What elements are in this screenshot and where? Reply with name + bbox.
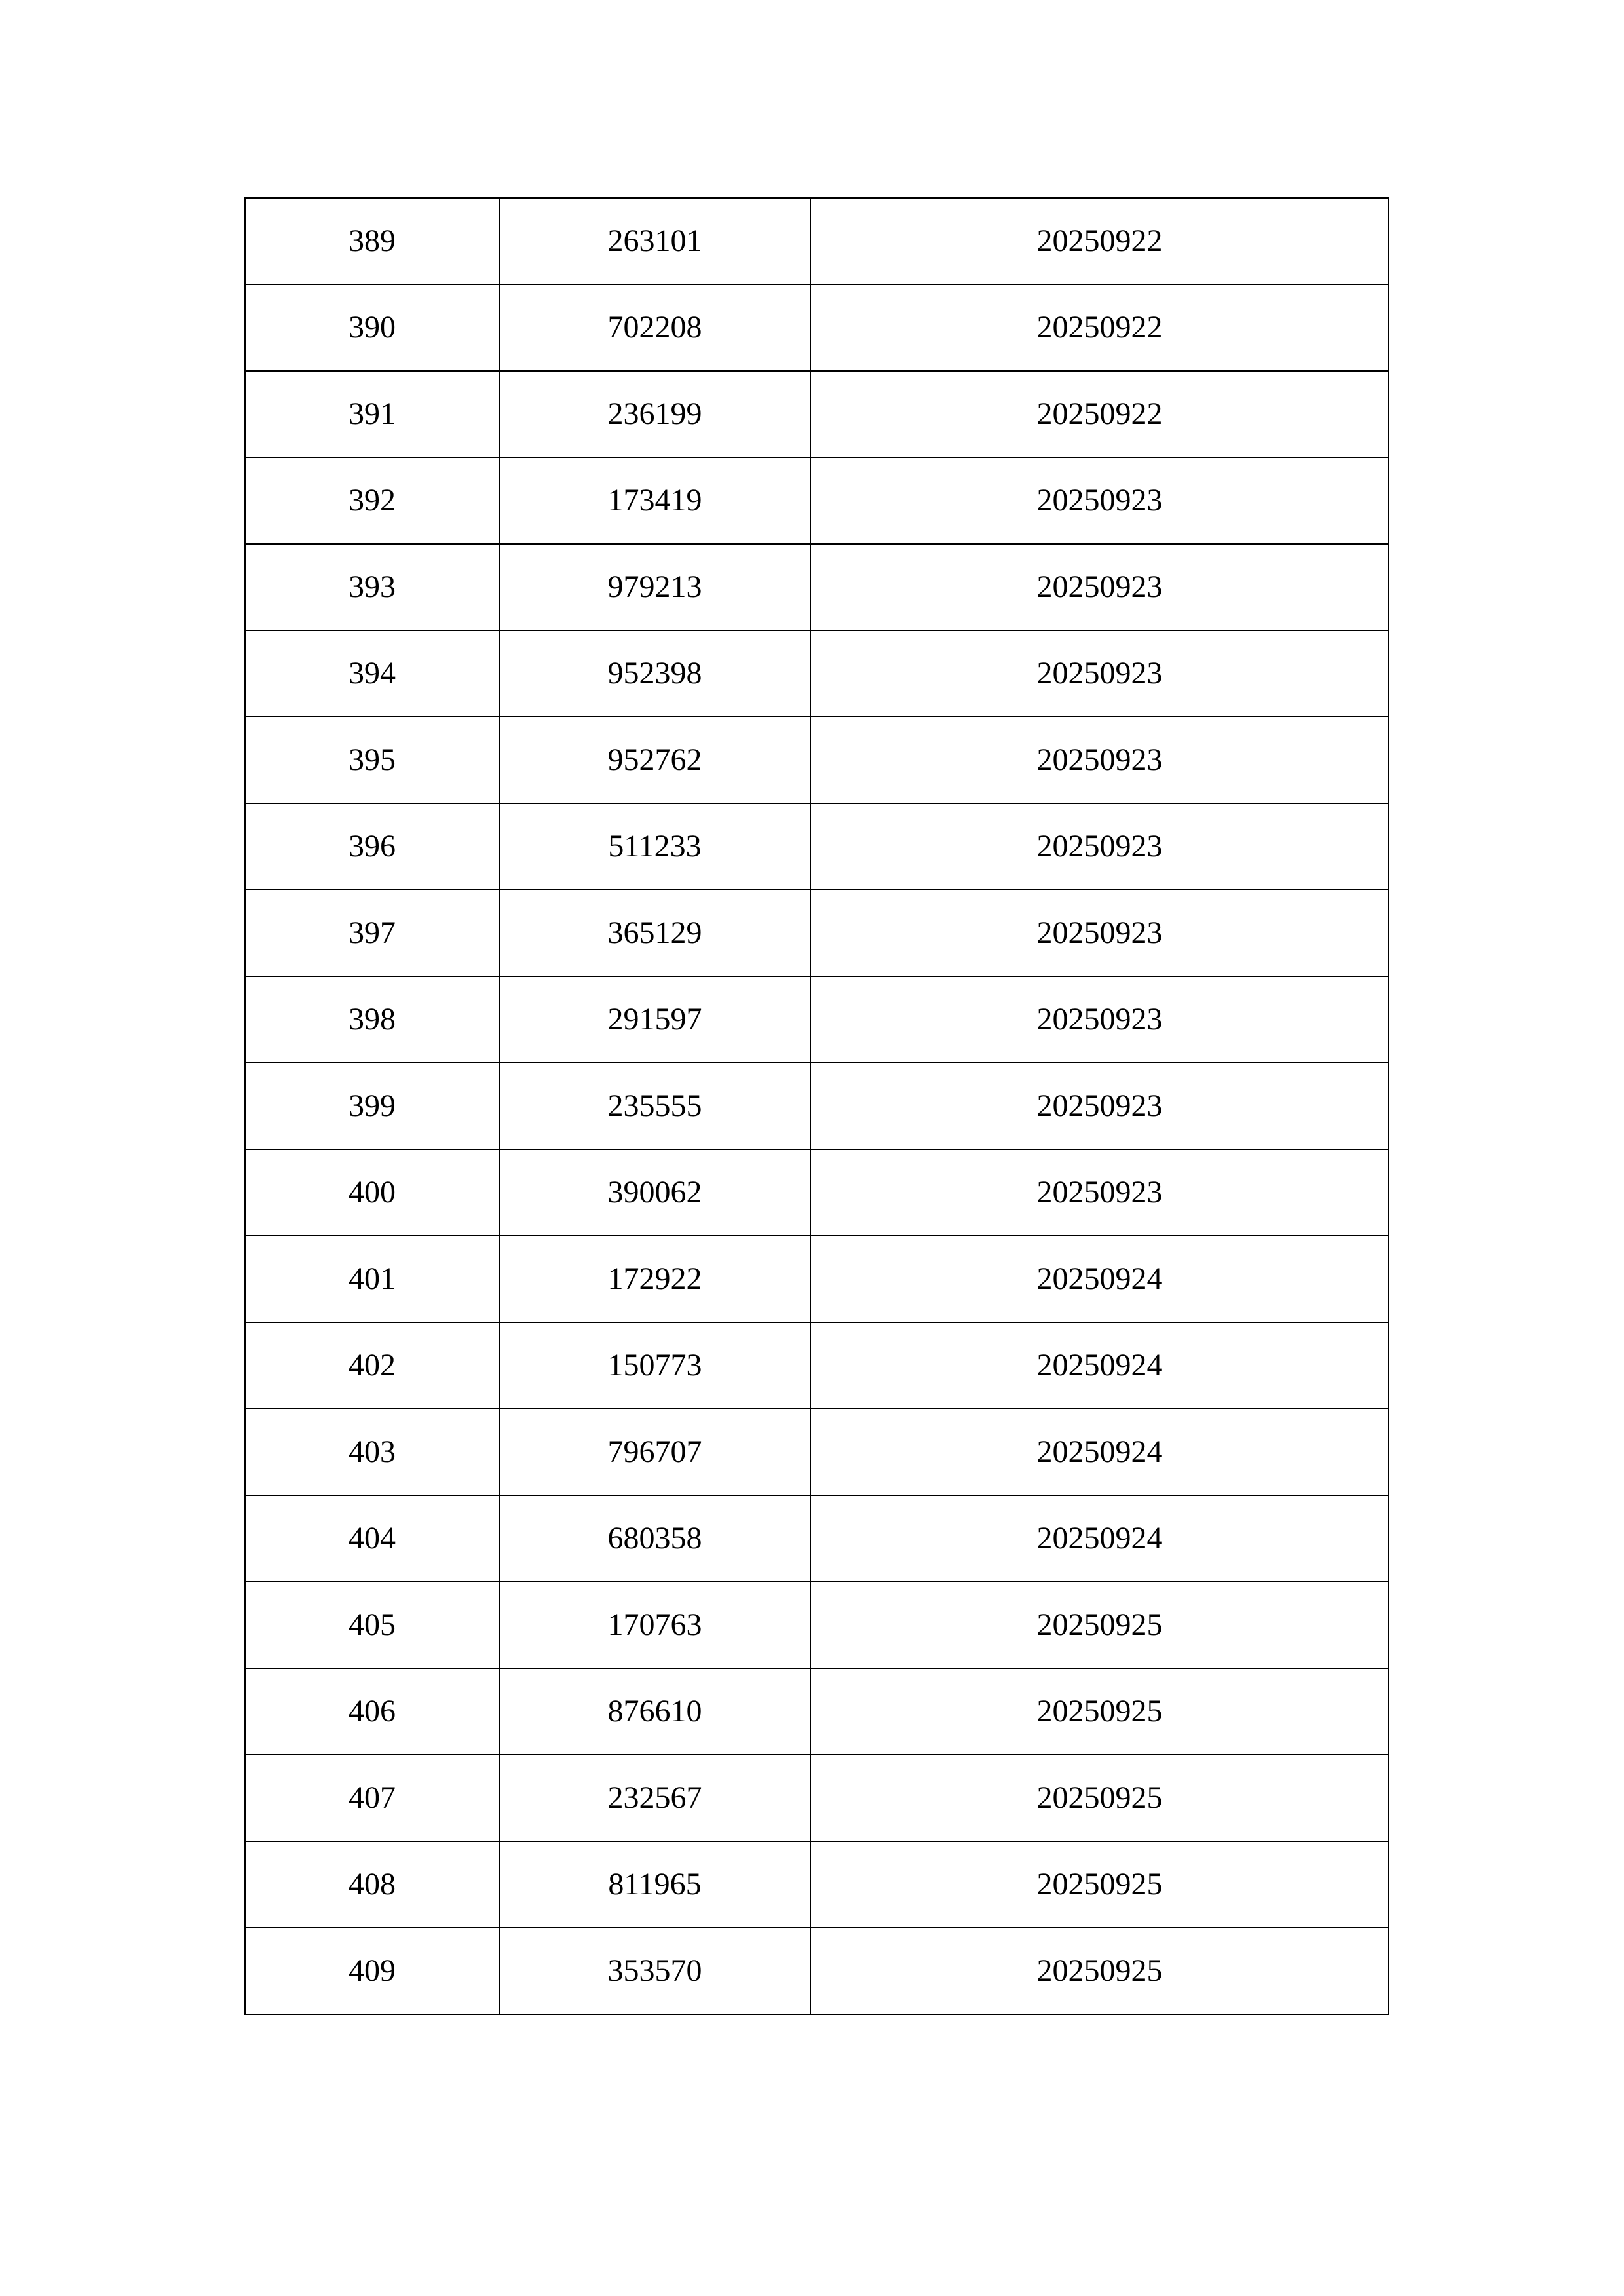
table-row xyxy=(245,1495,1389,1582)
table-row xyxy=(245,198,1389,284)
code-cell: 390062 xyxy=(499,1149,810,1236)
code-cell: 796707 xyxy=(499,1409,810,1495)
code-cell: 952398 xyxy=(499,630,810,717)
table-row xyxy=(245,1668,1389,1755)
date-cell: 20250922 xyxy=(810,284,1389,371)
date-cell: 20250923 xyxy=(810,1149,1389,1236)
date-cell: 20250925 xyxy=(810,1582,1389,1668)
table-body xyxy=(245,198,1389,2014)
date-cell: 20250923 xyxy=(810,630,1389,717)
date-cell: 20250923 xyxy=(810,803,1389,890)
table-row xyxy=(245,1755,1389,1841)
code-cell: 173419 xyxy=(499,457,810,544)
code-cell: 150773 xyxy=(499,1322,810,1409)
row-number-cell: 396 xyxy=(245,803,499,890)
row-number-cell: 394 xyxy=(245,630,499,717)
date-cell: 20250924 xyxy=(810,1495,1389,1582)
code-cell: 232567 xyxy=(499,1755,810,1841)
table-row xyxy=(245,284,1389,371)
row-number-cell: 397 xyxy=(245,890,499,976)
row-number-cell: 403 xyxy=(245,1409,499,1495)
date-cell: 20250923 xyxy=(810,1063,1389,1149)
date-cell: 20250923 xyxy=(810,544,1389,630)
table-row xyxy=(245,1582,1389,1668)
row-number-cell: 392 xyxy=(245,457,499,544)
row-number-cell: 393 xyxy=(245,544,499,630)
code-cell: 811965 xyxy=(499,1841,810,1928)
code-cell: 952762 xyxy=(499,717,810,803)
code-cell: 170763 xyxy=(499,1582,810,1668)
row-number-cell: 401 xyxy=(245,1236,499,1322)
row-number-cell: 408 xyxy=(245,1841,499,1928)
table-row xyxy=(245,1236,1389,1322)
date-cell: 20250925 xyxy=(810,1928,1389,2014)
table-row xyxy=(245,890,1389,976)
code-cell: 235555 xyxy=(499,1063,810,1149)
table-row xyxy=(245,457,1389,544)
code-cell: 680358 xyxy=(499,1495,810,1582)
table-row xyxy=(245,1063,1389,1149)
code-cell: 263101 xyxy=(499,198,810,284)
table-row xyxy=(245,630,1389,717)
row-number-cell: 395 xyxy=(245,717,499,803)
code-cell: 702208 xyxy=(499,284,810,371)
row-number-cell: 398 xyxy=(245,976,499,1063)
code-cell: 236199 xyxy=(499,371,810,457)
table-row xyxy=(245,1149,1389,1236)
date-cell: 20250923 xyxy=(810,976,1389,1063)
table-row xyxy=(245,976,1389,1063)
date-cell: 20250922 xyxy=(810,371,1389,457)
table-row xyxy=(245,717,1389,803)
date-cell: 20250925 xyxy=(810,1841,1389,1928)
row-number-cell: 389 xyxy=(245,198,499,284)
code-cell: 365129 xyxy=(499,890,810,976)
table-row xyxy=(245,371,1389,457)
data-table xyxy=(244,197,1389,2015)
row-number-cell: 409 xyxy=(245,1928,499,2014)
date-cell: 20250924 xyxy=(810,1236,1389,1322)
row-number-cell: 402 xyxy=(245,1322,499,1409)
row-number-cell: 404 xyxy=(245,1495,499,1582)
code-cell: 172922 xyxy=(499,1236,810,1322)
code-cell: 353570 xyxy=(499,1928,810,2014)
date-cell: 20250922 xyxy=(810,198,1389,284)
row-number-cell: 407 xyxy=(245,1755,499,1841)
table-row xyxy=(245,1928,1389,2014)
date-cell: 20250925 xyxy=(810,1755,1389,1841)
date-cell: 20250923 xyxy=(810,457,1389,544)
table-row xyxy=(245,1841,1389,1928)
code-cell: 291597 xyxy=(499,976,810,1063)
table-row xyxy=(245,1409,1389,1495)
date-cell: 20250923 xyxy=(810,717,1389,803)
code-cell: 511233 xyxy=(499,803,810,890)
date-cell: 20250923 xyxy=(810,890,1389,976)
row-number-cell: 400 xyxy=(245,1149,499,1236)
row-number-cell: 391 xyxy=(245,371,499,457)
table-row xyxy=(245,803,1389,890)
row-number-cell: 399 xyxy=(245,1063,499,1149)
date-cell: 20250924 xyxy=(810,1322,1389,1409)
code-cell: 979213 xyxy=(499,544,810,630)
table-row xyxy=(245,544,1389,630)
row-number-cell: 406 xyxy=(245,1668,499,1755)
date-cell: 20250924 xyxy=(810,1409,1389,1495)
table-row xyxy=(245,1322,1389,1409)
date-cell: 20250925 xyxy=(810,1668,1389,1755)
code-cell: 876610 xyxy=(499,1668,810,1755)
row-number-cell: 405 xyxy=(245,1582,499,1668)
row-number-cell: 390 xyxy=(245,284,499,371)
